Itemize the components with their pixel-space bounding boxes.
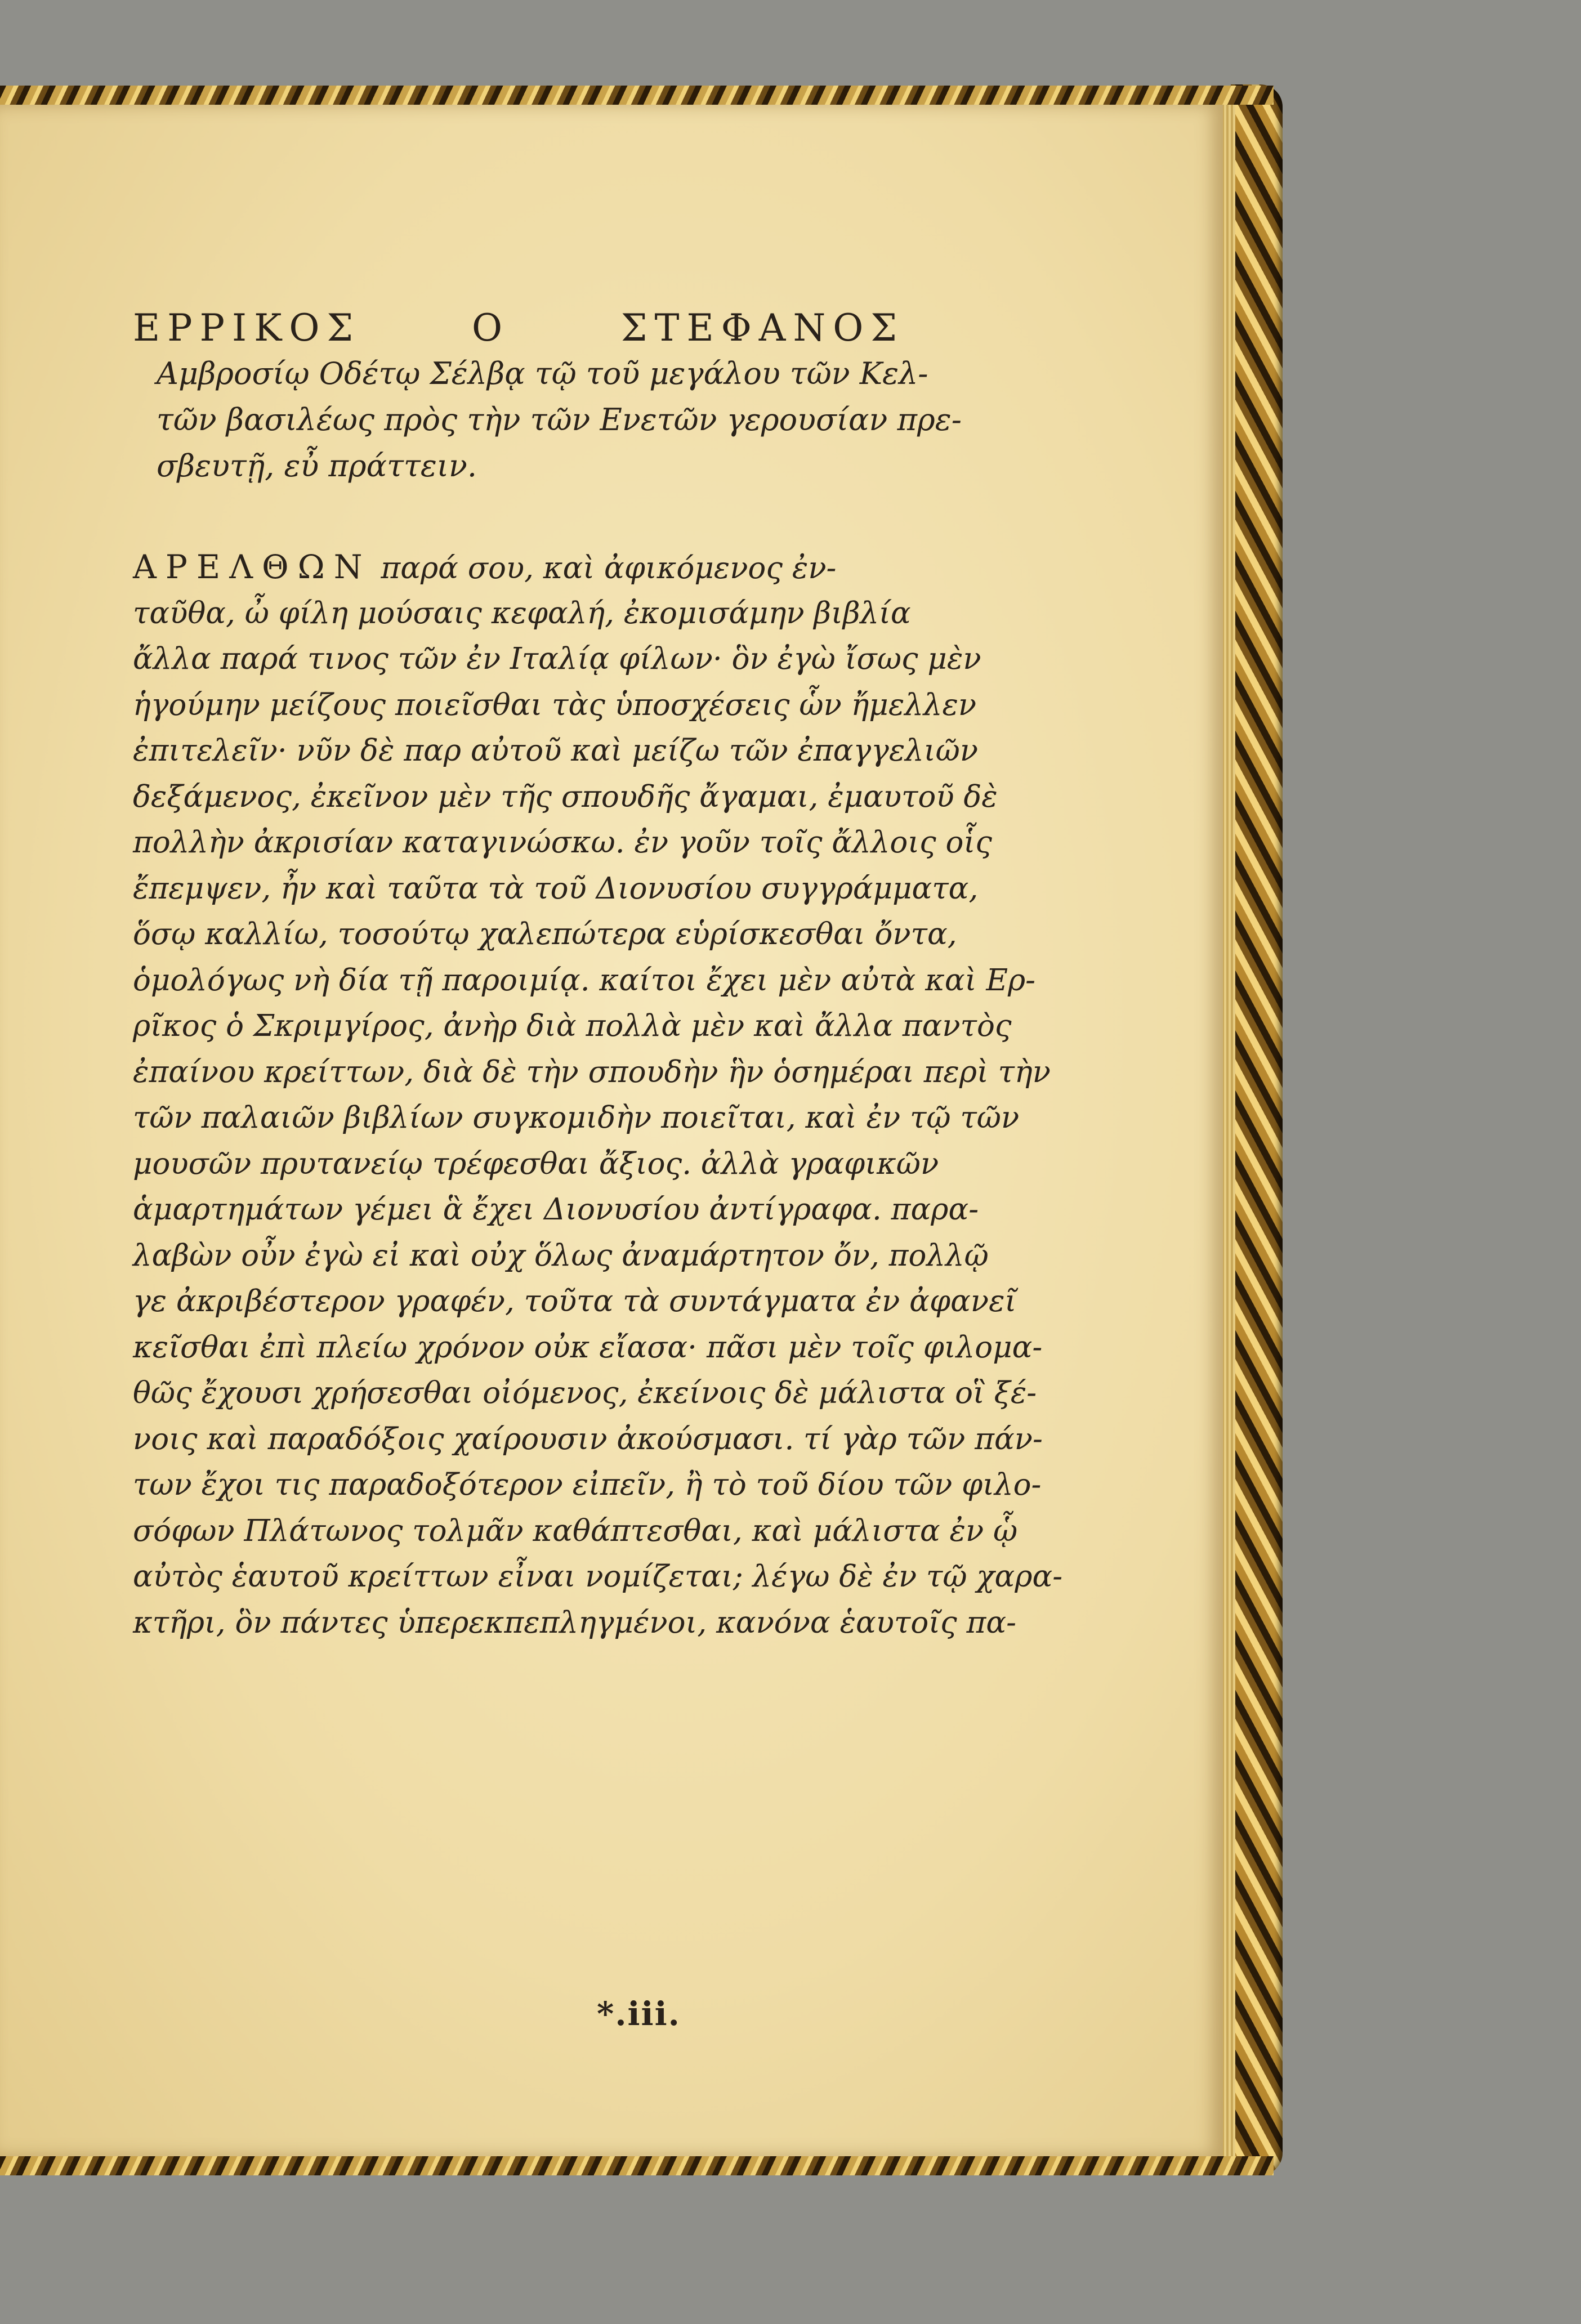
heading-surname: ΣΤΕΦΑΝΟΣ bbox=[620, 306, 904, 350]
body-line: ὁμολόγως νὴ δία τῇ παροιμίᾳ. καίτοι ἔχει μὲν αὐτὰ καὶ Ερ- bbox=[133, 963, 1036, 998]
body-line: ἄλλα παρά τινος τῶν ἐν Ιταλίᾳ φίλων· ὃν ἐγὼ ἴσως μὲν bbox=[133, 642, 981, 676]
body-line: γε ἀκριβέστερον γραφέν, τοῦτα τὰ συντάγματα ἐν ἀφανεῖ bbox=[133, 1284, 1017, 1319]
body-line: ἔπεμψεν, ἦν καὶ ταῦτα τὰ τοῦ Διονυσίου συγγράμματα, bbox=[133, 871, 979, 906]
body-line: κεῖσθαι ἐπὶ πλείω χρόνον οὐκ εἴασα· πᾶσι μὲν τοῖς φιλομα- bbox=[133, 1330, 1043, 1365]
body-line: μουσῶν πρυτανείῳ τρέφεσθαι ἄξιος. ἀλλὰ γραφικῶν bbox=[133, 1146, 939, 1181]
gilt-top-edge bbox=[0, 86, 1274, 105]
body-line: νοις καὶ παραδόξοις χαίρουσιν ἀκούσμασι. τί γὰρ τῶν πάν- bbox=[133, 1422, 1043, 1456]
gilt-bottom-edge bbox=[0, 2156, 1274, 2175]
body-line: θῶς ἔχουσι χρήσεσθαι οἰόμενος, ἐκείνοις δὲ μάλιστα οἳ ξέ- bbox=[133, 1376, 1037, 1410]
body-line: κτῆρι, ὃν πάντες ὑπερεκπεπληγμένοι, κανόνα ἑαυτοῖς πα- bbox=[133, 1605, 1017, 1640]
body-line: λαβὼν οὖν ἐγὼ εἰ καὶ οὐχ ὅλως ἀναμάρτητον ὄν, πολλῷ bbox=[133, 1238, 989, 1273]
body-line: ἐπαίνου κρείττων, διὰ δὲ τὴν σπουδὴν ἣν ὁσημέραι περὶ τὴν bbox=[133, 1054, 1051, 1089]
dedication bbox=[157, 351, 962, 489]
book-page bbox=[0, 105, 1223, 2156]
dedication-line: τῶν βασιλέως πρὸς τὴν τῶν Ενετῶν γερουσίαν πρε- bbox=[157, 402, 962, 437]
body-line: πολλὴν ἀκρισίαν καταγινώσκω. ἐν γοῦν τοῖς ἄλλοις οἷς bbox=[133, 825, 992, 860]
signature-mark: *.iii. bbox=[597, 1995, 681, 2033]
body-line: ὅσῳ καλλίω, τοσούτῳ χαλεπώτερα εὑρίσκεσθαι ὄντα, bbox=[133, 917, 957, 951]
body-line: ρῖκος ὁ Σκριμγίρος, ἀνὴρ διὰ πολλὰ μὲν καὶ ἄλλα παντὸς bbox=[133, 1009, 1012, 1043]
body-line: τῶν παλαιῶν βιβλίων συγκομιδὴν ποιεῖται, καὶ ἐν τῷ τῶν bbox=[133, 1101, 1020, 1135]
gilt-fore-edge bbox=[1231, 84, 1283, 2175]
body-line: σόφων Πλάτωνος τολμᾶν καθάπτεσθαι, καὶ μάλιστα ἐν ᾧ bbox=[133, 1513, 1018, 1548]
heading bbox=[133, 306, 904, 351]
body-line: αὐτὸς ἑαυτοῦ κρείττων εἶναι νομίζεται; λέγω δὲ ἐν τῷ χαρα- bbox=[133, 1559, 1063, 1594]
dedication-line: Αμβροσίῳ Οδέτῳ Σέλβᾳ τῷ τοῦ μεγάλου τῶν Κελ- bbox=[157, 356, 928, 391]
body-line: των ἔχοι τις παραδοξότερον εἰπεῖν, ἢ τὸ τοῦ δίου τῶν φιλο- bbox=[133, 1468, 1042, 1502]
heading-article: Ο bbox=[471, 306, 510, 350]
body-text bbox=[133, 544, 1063, 1646]
body-line: ταῦθα, ὦ φίλη μούσαις κεφαλή, ἐκομισάμην βιβλία bbox=[133, 596, 911, 631]
first-line-rest: παρά σου, καὶ ἀφικόμενος ἐν- bbox=[381, 551, 837, 586]
text-block bbox=[133, 306, 1063, 1646]
body-line: δεξάμενος, ἐκεῖνον μὲν τῆς σπουδῆς ἄγαμαι, ἐμαυτοῦ δὲ bbox=[133, 779, 998, 814]
body-line: ἁμαρτημάτων γέμει ἃ ἔχει Διονυσίου ἀντίγραφα. παρα- bbox=[133, 1192, 979, 1227]
body-line: ἡγούμην μείζους ποιεῖσθαι τὰς ὑποσχέσεις ὧν ἤμελλεν bbox=[133, 687, 977, 722]
dedication-line: σβευτῇ, εὖ πράττειν. bbox=[157, 448, 477, 484]
body-line: ἐπιτελεῖν· νῦν δὲ παρ αὐτοῦ καὶ μείζω τῶν ἐπαγγελιῶν bbox=[133, 734, 979, 768]
initial-word: ΑΡΕΛΘΩΝ bbox=[133, 548, 372, 586]
body-line-first bbox=[133, 544, 910, 591]
heading-author: ΕΡΡΙΚΟΣ bbox=[133, 306, 361, 350]
